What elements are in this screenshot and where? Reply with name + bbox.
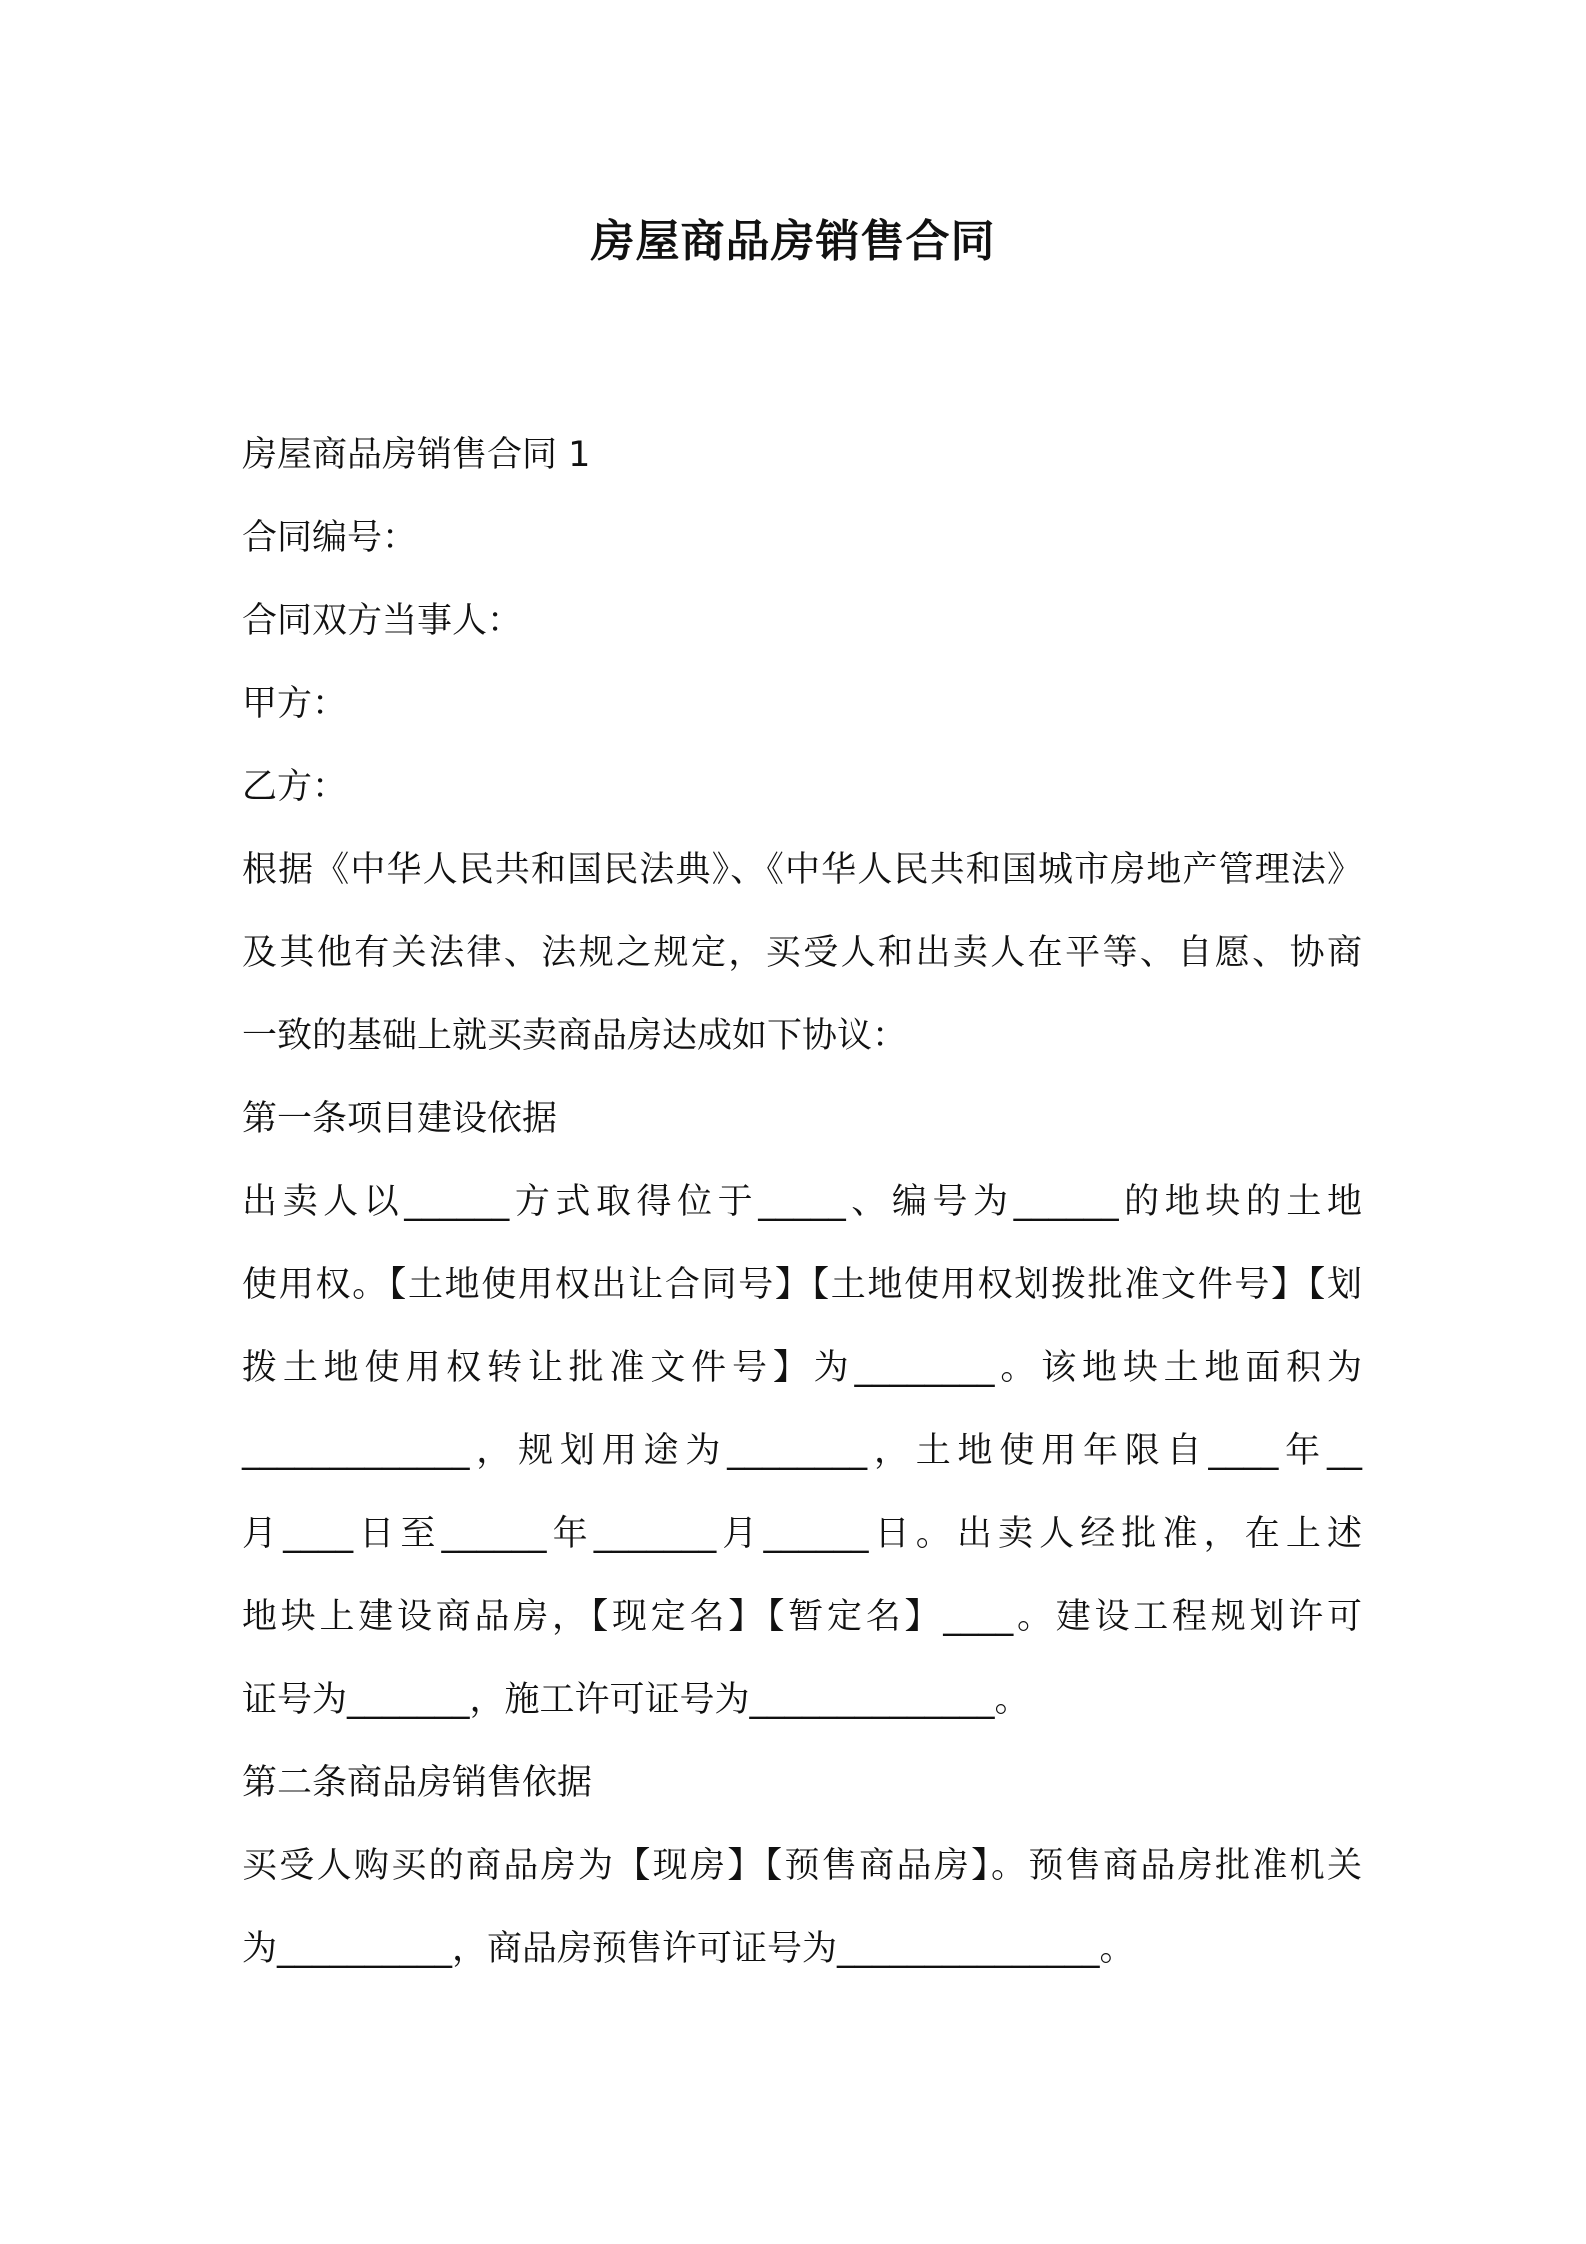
article-1-line: 证号为_______，施工许可证号为______________。 — [242, 1680, 1030, 1720]
document-title: 房屋商品房销售合同 — [590, 216, 996, 267]
article-1-line: 拨土地使用权转让批准文件号】为________。该地块土地面积为 — [242, 1348, 1362, 1388]
preamble-line: 及其他有关法律、法规之规定，买受人和出卖人在平等、自愿、协商 — [242, 933, 1362, 973]
contract-number-label: 合同编号： — [242, 518, 418, 558]
article-1-heading: 第一条项目建设依据 — [242, 1099, 558, 1139]
article-1-line: 使用权。【土地使用权出让合同号】【土地使用权划拨批准文件号】【划 — [242, 1265, 1362, 1305]
preamble-line: 一致的基础上就买卖商品房达成如下协议： — [242, 1016, 908, 1056]
preamble-line: 根据《中华人民共和国民法典》、《中华人民共和国城市房地产管理法》 — [242, 850, 1362, 890]
parties-label: 合同双方当事人： — [242, 601, 523, 641]
article-2-line: 买受人购买的商品房为【现房】【预售商品房】。预售商品房批准机关 — [242, 1846, 1362, 1886]
party-b-label: 乙方： — [242, 767, 348, 807]
article-1-line: 地块上建设商品房，【现定名】【暂定名】____。建设工程规划许可 — [242, 1597, 1362, 1637]
article-1-line: _____________，规划用途为________，土地使用年限自____年__ — [242, 1431, 1362, 1471]
document-body — [242, 414, 1362, 1991]
article-1-line: 月____日至______年_______月______日。出卖人经批准，在上述 — [242, 1514, 1362, 1554]
article-2-line: 为__________，商品房预售许可证号为_______________。 — [242, 1929, 1135, 1969]
party-a-label: 甲方： — [242, 684, 348, 724]
section-heading: 房屋商品房销售合同 1 — [242, 435, 591, 475]
article-2-heading: 第二条商品房销售依据 — [242, 1763, 593, 1803]
article-1-line: 出卖人以______方式取得位于_____、编号为______的地块的土地 — [242, 1182, 1362, 1222]
